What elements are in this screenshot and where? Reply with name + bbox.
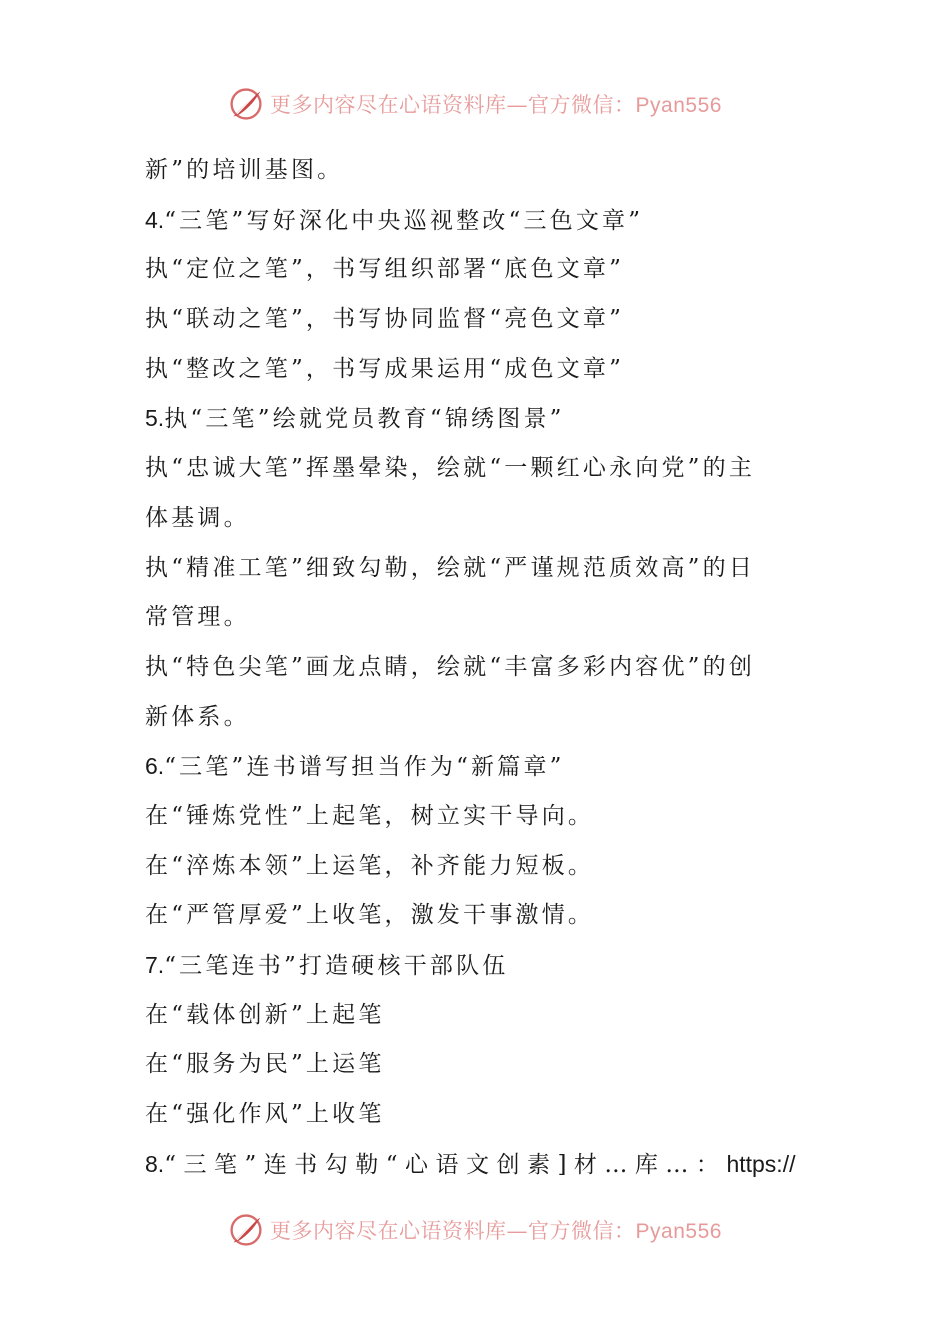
- document-body: [145, 146, 810, 1189]
- body-line-8: 体基调。: [145, 504, 250, 531]
- truncated-url: https://: [726, 1150, 796, 1177]
- header-banner: [0, 82, 950, 126]
- body-line-11: 执“特色尖笔”画龙点睛，绘就“丰富多彩内容优”的创: [145, 653, 756, 680]
- body-line-4: 执“联动之笔”，书写协同监督“亮色文章”: [145, 306, 625, 333]
- heading-4: 4.“三笔”写好深化中央巡视整改“三色文章”: [145, 206, 644, 234]
- body-line-7: 执“忠诚大笔”挥墨晕染，绘就“一颗红心永向党”的主: [145, 455, 756, 482]
- body-line-18: 在“载体创新”上起笔: [145, 1001, 385, 1028]
- footer-wechat-id: Pyan556: [635, 1220, 722, 1243]
- heading-8: 8.“三笔”连书勾勒“心语文创素]材…库…：https://: [145, 1150, 796, 1178]
- body-line-19: 在“服务为民”上运笔: [145, 1051, 385, 1078]
- heading-6: 6.“三笔”连书谱写担当作为“新篇章”: [145, 753, 565, 781]
- footer-banner: [0, 1208, 950, 1252]
- quill-logo-icon: [228, 86, 264, 122]
- body-line-1: 新”的培训基图。: [145, 157, 344, 183]
- body-line-15: 在“淬炼本领”上运笔，补齐能力短板。: [145, 852, 595, 879]
- body-line-16: 在“严管厚爱”上收笔，激发干事激情。: [145, 902, 595, 929]
- body-line-20: 在“强化作风”上收笔: [145, 1101, 385, 1128]
- header-banner-text: 更多内容尽在心语资料库—官方微信：Pyan556: [270, 93, 722, 117]
- body-line-12: 新体系。: [145, 703, 250, 730]
- heading-5: 5.执“三笔”绘就党员教育“锦绣图景”: [145, 405, 565, 433]
- body-line-10: 常管理。: [145, 604, 250, 631]
- body-line-14: 在“锤炼党性”上起笔，树立实干导向。: [145, 802, 595, 829]
- header-wechat-id: Pyan556: [635, 94, 722, 117]
- body-line-5: 执“整改之笔”，书写成果运用“成色文章”: [145, 355, 625, 382]
- footer-banner-text: 更多内容尽在心语资料库—官方微信：Pyan556: [270, 1219, 722, 1243]
- heading-7: 7.“三笔连书”打造硬核干部队伍: [145, 952, 509, 979]
- body-line-9: 执“精准工笔”细致勾勒，绘就“严谨规范质效高”的日: [145, 554, 756, 581]
- body-line-3: 执“定位之笔”，书写组织部署“底色文章”: [145, 256, 625, 283]
- quill-logo-icon: [228, 1212, 264, 1248]
